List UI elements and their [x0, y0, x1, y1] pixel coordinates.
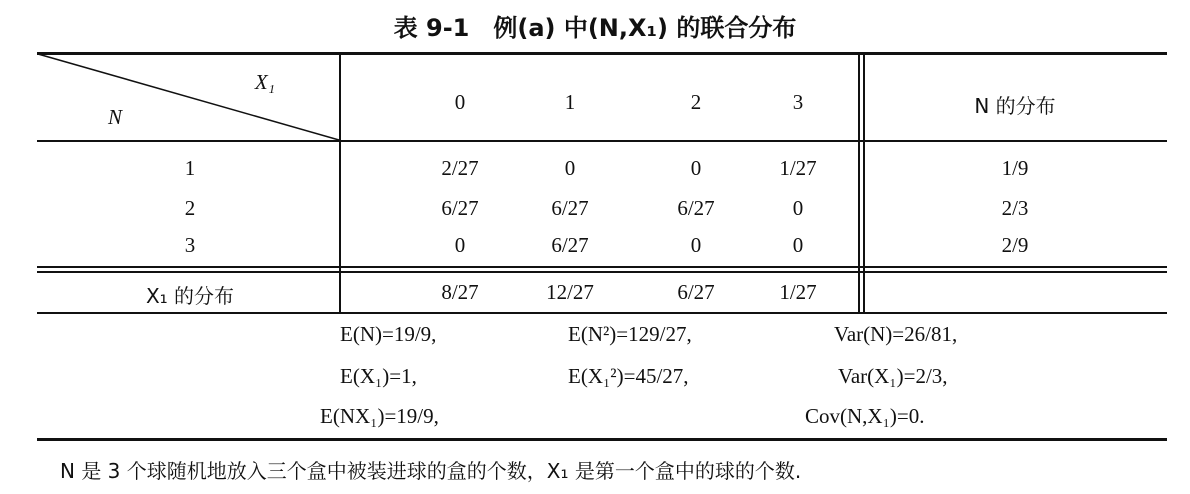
- table-cell: 1/27: [779, 156, 817, 180]
- column-header: 3: [792, 90, 804, 114]
- marginal-header: N 的分布: [974, 94, 1056, 118]
- table-cell: 6/27: [441, 196, 479, 220]
- marginal-cell: 2/3: [1001, 196, 1029, 220]
- table-cell: 0: [792, 233, 804, 257]
- row-label: 3: [184, 233, 196, 257]
- table-cell: 0: [454, 233, 466, 257]
- stat-variance-n: Var(N)=26/81,: [834, 322, 958, 346]
- footer-label: X₁ 的分布: [145, 284, 235, 308]
- column-header: 2: [690, 90, 702, 114]
- table-cell: 0: [690, 156, 702, 180]
- stat-expectation-n-squared: E(N²)=129/27,: [568, 322, 692, 346]
- footer-cell: 12/27: [546, 280, 594, 304]
- table-cell: 6/27: [677, 196, 715, 220]
- table-cell: 0: [792, 196, 804, 220]
- column-header: 1: [564, 90, 576, 114]
- stat-expectation-x1-squared: E(X₁²)=45/27,: [568, 364, 689, 388]
- stat-variance-x1: Var(X₁)=2/3,: [838, 364, 948, 388]
- table-cell: 6/27: [551, 196, 589, 220]
- table-title: 表 9-1 例(a) 中(N,X₁) 的联合分布: [393, 14, 797, 42]
- table-footnote: N 是 3 个球随机地放入三个盒中被装进球的盒的个数，X₁ 是第一个盒中的球的个数.: [60, 459, 802, 483]
- row-label: 2: [184, 196, 196, 220]
- stat-covariance: Cov(N,X₁)=0.: [805, 404, 925, 428]
- footer-cell: 6/27: [677, 280, 715, 304]
- marginal-cell: 2/9: [1001, 233, 1029, 257]
- footer-cell: 1/27: [779, 280, 817, 304]
- table-cell: 0: [564, 156, 576, 180]
- stat-expectation-nx1: E(NX₁)=19/9,: [320, 404, 439, 428]
- stat-expectation-n: E(N)=19/9,: [340, 322, 437, 346]
- stat-expectation-x1: E(X₁)=1,: [340, 364, 417, 388]
- table-cell: 2/27: [441, 156, 479, 180]
- table-cell: 0: [690, 233, 702, 257]
- marginal-cell: 1/9: [1001, 156, 1029, 180]
- corner-row-header: N: [107, 105, 122, 129]
- row-label: 1: [184, 156, 196, 180]
- footer-cell: 8/27: [441, 280, 479, 304]
- column-header: 0: [454, 90, 466, 114]
- table-cell: 6/27: [551, 233, 589, 257]
- corner-column-header: X₁: [254, 70, 276, 94]
